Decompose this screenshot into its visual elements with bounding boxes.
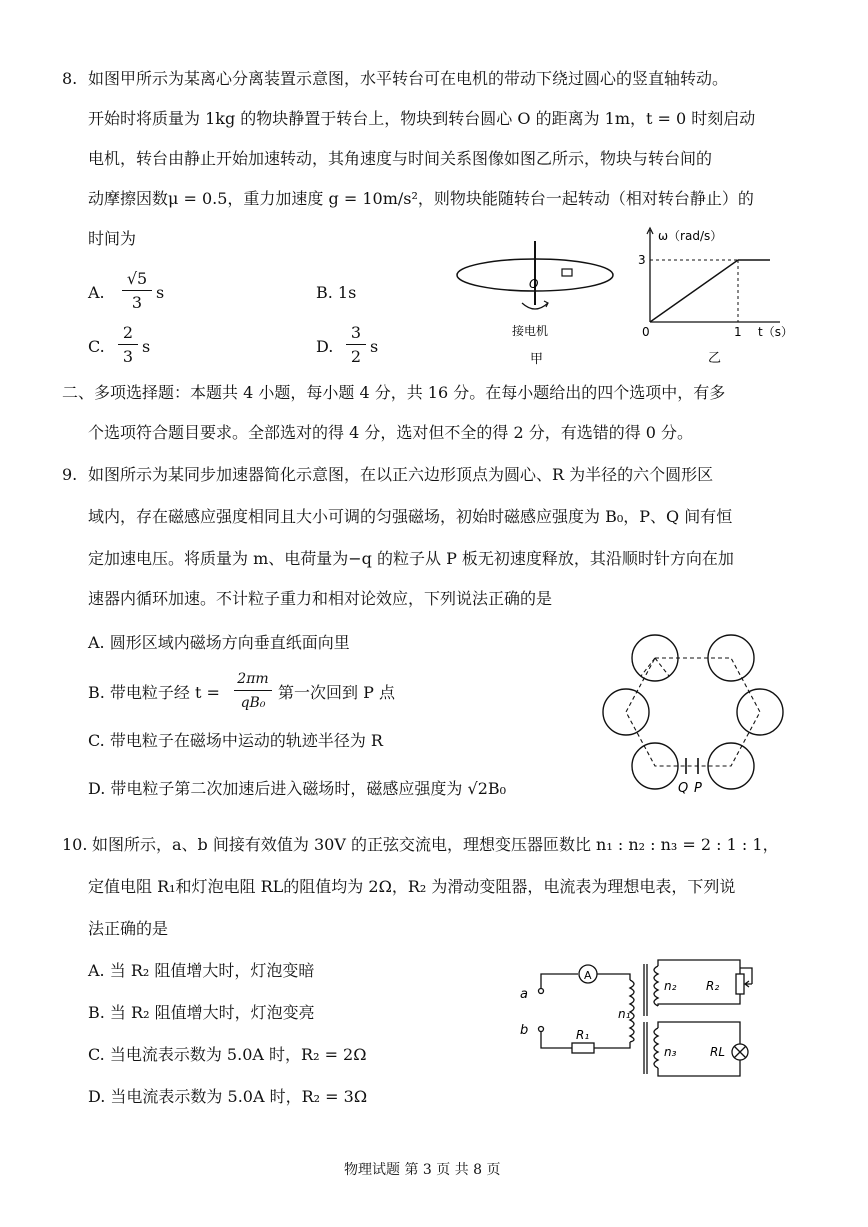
unit: s xyxy=(370,337,379,356)
question-text-line: 法正确的是 xyxy=(88,919,169,938)
option-text: B. 带电粒子经 t = xyxy=(88,683,220,702)
fraction-denominator: 2 xyxy=(350,347,362,366)
label-a: a xyxy=(520,987,528,1002)
transformer-circuit xyxy=(518,956,768,1084)
option-label: A. xyxy=(88,283,105,302)
magnetic-region-circle xyxy=(603,689,649,735)
omega-time-graph xyxy=(630,222,810,370)
y-tick-3: 3 xyxy=(638,253,646,267)
fraction-denominator: qB₀ xyxy=(240,695,266,711)
label-R2: R₂ xyxy=(706,979,720,993)
resistor-R1 xyxy=(572,1043,594,1053)
fraction-denominator: 3 xyxy=(122,347,134,366)
motor-label: 接电机 xyxy=(512,324,549,338)
option-a: A. 圆形区域内磁场方向垂直纸面向里 xyxy=(88,633,350,652)
option-c: C. 当电流表示数为 5.0A 时，R₂ = 2Ω xyxy=(88,1045,367,1064)
magnetic-region-circle xyxy=(737,689,783,735)
secondary-coil-n2 xyxy=(654,966,658,1006)
block xyxy=(562,269,572,276)
ammeter-label: A xyxy=(584,969,592,982)
question-number: 9. xyxy=(62,465,78,484)
option-d: D. 带电粒子第二次加速后进入磁场时，磁感应强度为 √2B₀ xyxy=(88,779,507,798)
unit: s xyxy=(142,337,151,356)
question-number: 10. xyxy=(62,835,88,854)
question-text-line: 开始时将质量为 1kg 的物块静置于转台上，物块到转台圆心 O 的距离为 1m，t = 0 时刻启动 xyxy=(88,109,756,128)
terminal-b xyxy=(539,1027,544,1032)
fraction-numerator: √5 xyxy=(122,268,152,291)
section-heading-line: 二、多项选择题：本题共 4 小题，每小题 4 分，共 16 分。在每小题给出的四个选项中，有多 xyxy=(62,383,726,402)
label-R1: R₁ xyxy=(576,1028,590,1042)
y-axis-label: ω（rad/s） xyxy=(658,229,723,243)
question-text-line: 定加速电压。将质量为 m、电荷量为−q 的粒子从 P 板无初速度释放，其沿顺时针方向在加 xyxy=(88,549,734,568)
question-text-line: 定值电阻 R₁和灯泡电阻 RL的阻值均为 2Ω，R₂ 为滑动变阻器，电流表为理想电表，下列说 xyxy=(88,877,736,896)
option-b xyxy=(88,668,448,716)
figure-caption: 乙 xyxy=(708,351,722,366)
fraction-denominator: 3 xyxy=(131,293,143,312)
figure-caption: 甲 xyxy=(530,352,544,367)
option-c: C. 带电粒子在磁场中运动的轨迹半径为 R xyxy=(88,731,383,750)
option-a: A. 当 R₂ 阻值增大时，灯泡变暗 xyxy=(88,961,315,980)
option-d: D. 当电流表示数为 5.0A 时，R₂ = 3Ω xyxy=(88,1087,368,1106)
fraction-numerator: 2 xyxy=(118,322,138,345)
question-text-line: 动摩擦因数μ = 0.5，重力加速度 g = 10m/s²，则物块能随转台一起转动（相对转台静止）的 xyxy=(88,189,754,208)
x-tick-1: 1 xyxy=(734,325,742,339)
unit: s xyxy=(156,283,165,302)
question-text-line: 速器内循环加速。不计粒子重力和相对论效应，下列说法正确的是 xyxy=(88,589,553,608)
option-label: D. xyxy=(316,337,334,356)
origin-label: 0 xyxy=(642,325,650,339)
label-P: P xyxy=(694,781,702,796)
page-footer: 物理试题 第 3 页 共 8 页 xyxy=(344,1162,501,1178)
label-n2: n₂ xyxy=(664,979,677,993)
secondary-coil-n3 xyxy=(654,1028,658,1068)
label-Q: Q xyxy=(678,781,689,796)
option-b: B. 当 R₂ 阻值增大时，灯泡变亮 xyxy=(88,1003,315,1022)
option-b: B. 1s xyxy=(316,283,357,302)
turntable-figure xyxy=(450,235,620,370)
label-n1: n₁ xyxy=(618,1007,631,1021)
question-text-line: 电机，转台由静止开始加速转动，其角速度与时间关系图像如图乙所示，物块与转台间的 xyxy=(88,149,713,168)
question-text-line: 域内，存在磁感应强度相同且大小可调的匀强磁场，初始时磁感应强度为 B₀，P、Q 间有恒 xyxy=(88,507,733,526)
option-text: 第一次回到 P 点 xyxy=(278,683,395,702)
label-n3: n₃ xyxy=(664,1045,677,1059)
question-text-line: 如图所示，a、b 间接有效值为 30V 的正弦交流电，理想变压器匝数比 n₁ : n₂ : n₃ = 2 : 1 : 1， xyxy=(92,835,779,854)
center-label: O xyxy=(529,277,539,291)
label-RL: RL xyxy=(710,1045,726,1059)
question-text-line: 如图甲所示为某离心分离装置示意图，水平转台可在电机的带动下绕过圆心的竖直轴转动。 xyxy=(88,69,729,88)
rheostat-R2 xyxy=(736,974,744,994)
ramp-line xyxy=(650,260,738,322)
question-text-line: 时间为 xyxy=(88,229,137,248)
x-axis-label: t（s） xyxy=(758,325,793,339)
primary-coil xyxy=(630,980,634,1042)
option-label: C. xyxy=(88,337,105,356)
fraction-numerator: 3 xyxy=(346,322,366,345)
section-heading-line: 个选项符合题目要求。全部选对的得 4 分，选对但不全的得 2 分，有选错的得 0 分。 xyxy=(88,423,694,442)
question-text-line: 如图所示为某同步加速器简化示意图，在以正六边形顶点为圆心、R 为半径的六个圆形区 xyxy=(88,465,714,484)
label-b: b xyxy=(520,1023,529,1038)
question-number: 8. xyxy=(62,69,78,88)
fraction-numerator: 2πm xyxy=(234,668,272,691)
terminal-a xyxy=(539,989,544,994)
accelerator-figure xyxy=(598,630,790,802)
particle-path xyxy=(626,658,760,766)
